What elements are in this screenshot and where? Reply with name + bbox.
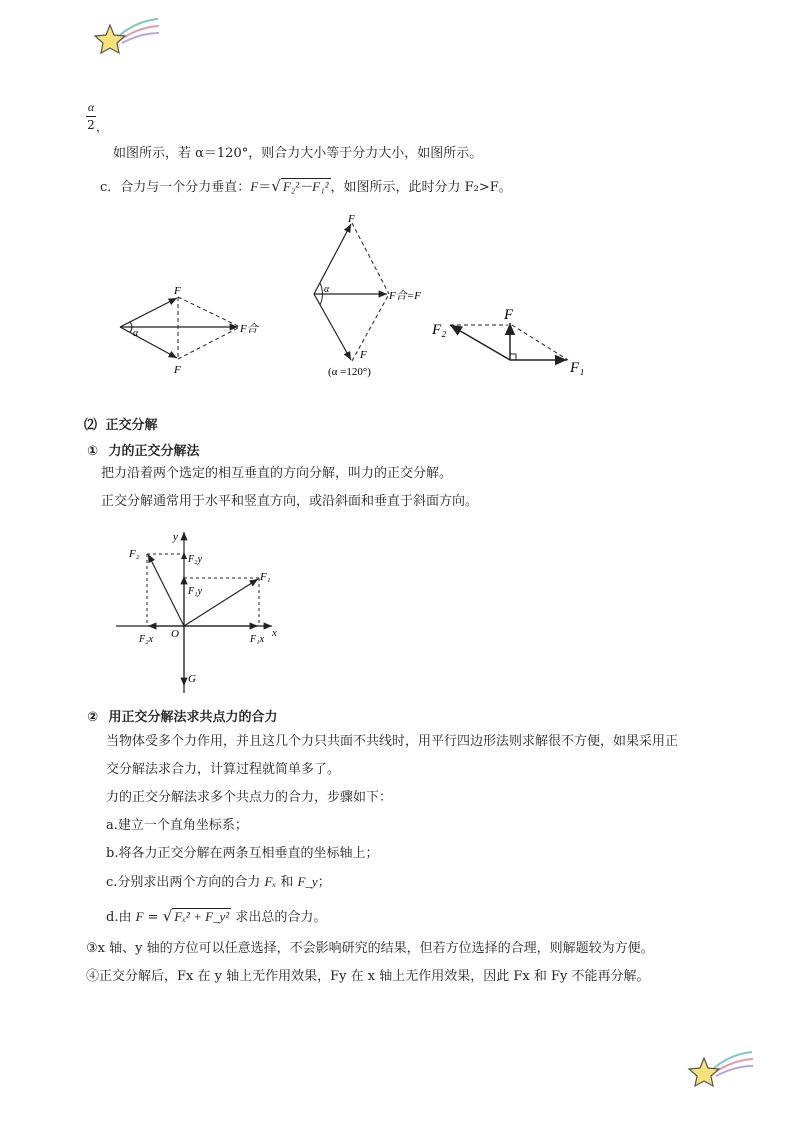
- fraction-tail: ，: [96, 120, 109, 134]
- text-line-c: c．合力与一个分力垂直：F＝√ F₂²－F₁² ，如图所示，此时分力 F₂>F。: [100, 177, 512, 195]
- paragraph-4: 力的正交分解法求多个共点力的合力，步骤如下：: [106, 790, 393, 805]
- step-c-suffix: ；: [317, 875, 331, 890]
- fraction-alpha-over-2: [86, 100, 108, 135]
- fig1-F-top: F: [174, 285, 181, 297]
- step-c-prefix: c.分别求出两个方向的合力: [106, 875, 265, 890]
- step-c-Fy: F_y: [297, 874, 318, 889]
- paragraph-3a: 当物体受多个力作用，并且这几个力只共面不共线时，用平行四边形法则求解很不方便，如果采用正: [106, 734, 679, 749]
- paragraph-1: 把力沿着两个选定的相互垂直的方向分解，叫力的正交分解。: [101, 466, 453, 481]
- fig4-F2x: F₂x: [139, 634, 154, 645]
- fig2-F-bottom: F: [360, 349, 367, 361]
- section-heading-2: [84, 414, 158, 433]
- figure-parallelogram-1: [110, 280, 270, 380]
- subheading-2: [87, 706, 278, 725]
- figure-parallelogram-2: [300, 210, 440, 380]
- step-d-F: F: [135, 909, 144, 924]
- section-2-number: ⑵: [84, 418, 98, 433]
- fig2-F-top: F: [348, 213, 355, 225]
- star-decoration-icon: [92, 15, 162, 60]
- step-d-eq: =: [143, 910, 163, 925]
- fig4-F2y: F₂y: [188, 554, 203, 565]
- text-line-120: 如图所示，若 α＝120°，则合力大小等于分力大小，如图所示。: [113, 146, 483, 161]
- fig2-F-he: F合=F: [389, 290, 421, 302]
- paragraph-5-number: ③: [86, 941, 98, 956]
- star-decoration-icon: [686, 1048, 756, 1093]
- subheading-2-title: 用正交分解法求共点力的合力: [108, 710, 278, 725]
- step-d: d.由 F = √ Fₓ² + F_y² 求出总的合力。: [106, 907, 327, 925]
- figure-orthogonal-decomposition: [112, 528, 292, 698]
- paragraph-6-number: ④: [86, 969, 100, 984]
- step-d-prefix: d.由: [106, 910, 136, 925]
- fraction-numerator: α: [87, 100, 95, 114]
- line-c-prefix: c．合力与一个分力垂直：: [100, 180, 251, 195]
- fig3-F2: F₂: [432, 322, 447, 338]
- fig4-F1y: F₁y: [188, 586, 203, 597]
- fig4-O: O: [171, 628, 179, 640]
- step-a: a.建立一个直角坐标系；: [106, 818, 248, 833]
- step-c-Fx: Fₓ: [264, 874, 277, 889]
- fig1-F-he: F合: [240, 323, 258, 335]
- subheading-1-number: ①: [87, 444, 99, 459]
- fig4-F1x: F₁x: [250, 634, 265, 645]
- subheading-2-number: ②: [87, 710, 99, 725]
- fig3-F: F: [504, 307, 514, 323]
- line-c-F: F: [250, 179, 259, 194]
- paragraph-6-text: 正交分解后，Fx 在 y 轴上无作用效果，Fy 在 x 轴上无作用效果，因此 Fx 和 Fy 不能再分解。: [99, 969, 650, 984]
- paragraph-3b: 交分解法求合力，计算过程就简单多了。: [106, 762, 341, 777]
- fig1-F-bottom: F: [174, 364, 181, 376]
- subheading-1: [87, 440, 200, 459]
- section-2-title: 正交分解: [105, 418, 158, 433]
- step-d-radicand: Fₓ² + F_y²: [174, 909, 230, 924]
- paragraph-2: 正交分解通常用于水平和竖直方向，或沿斜面和垂直于斜面方向。: [101, 494, 479, 509]
- paragraph-5-text: x 轴、y 轴的方位可以任意选择，不会影响研究的结果，但若方位选择的合理，则解题较为方便。: [97, 941, 654, 956]
- paragraph-5: [86, 941, 654, 957]
- step-b: b.将各力正交分解在两条互相垂直的坐标轴上；: [106, 846, 379, 861]
- fig3-F1: F₁: [570, 360, 585, 376]
- step-c: [106, 874, 331, 891]
- subheading-1-title: 力的正交分解法: [108, 444, 200, 459]
- fig1-alpha: α: [133, 328, 139, 339]
- fig2-alpha: α: [324, 284, 330, 295]
- line-c-radicand: F₂²－F₁²: [282, 179, 329, 194]
- line-c-suffix: ，如图所示，此时分力 F₂>F。: [330, 180, 512, 195]
- step-c-and: 和: [276, 875, 298, 890]
- line-c-eq: ＝: [258, 180, 272, 195]
- fig2-caption: (α =120°): [328, 366, 371, 378]
- fig4-F1: F₁: [260, 571, 271, 583]
- step-d-suffix: 求出总的合力。: [231, 910, 327, 925]
- paragraph-6: [86, 969, 649, 985]
- fraction-denominator: 2: [87, 118, 95, 132]
- fig4-G: G: [188, 673, 196, 685]
- fig4-F2: F₂: [129, 548, 140, 560]
- figure-perpendicular: [430, 300, 600, 380]
- fig4-x: x: [272, 627, 277, 639]
- fig4-y: y: [173, 531, 178, 543]
